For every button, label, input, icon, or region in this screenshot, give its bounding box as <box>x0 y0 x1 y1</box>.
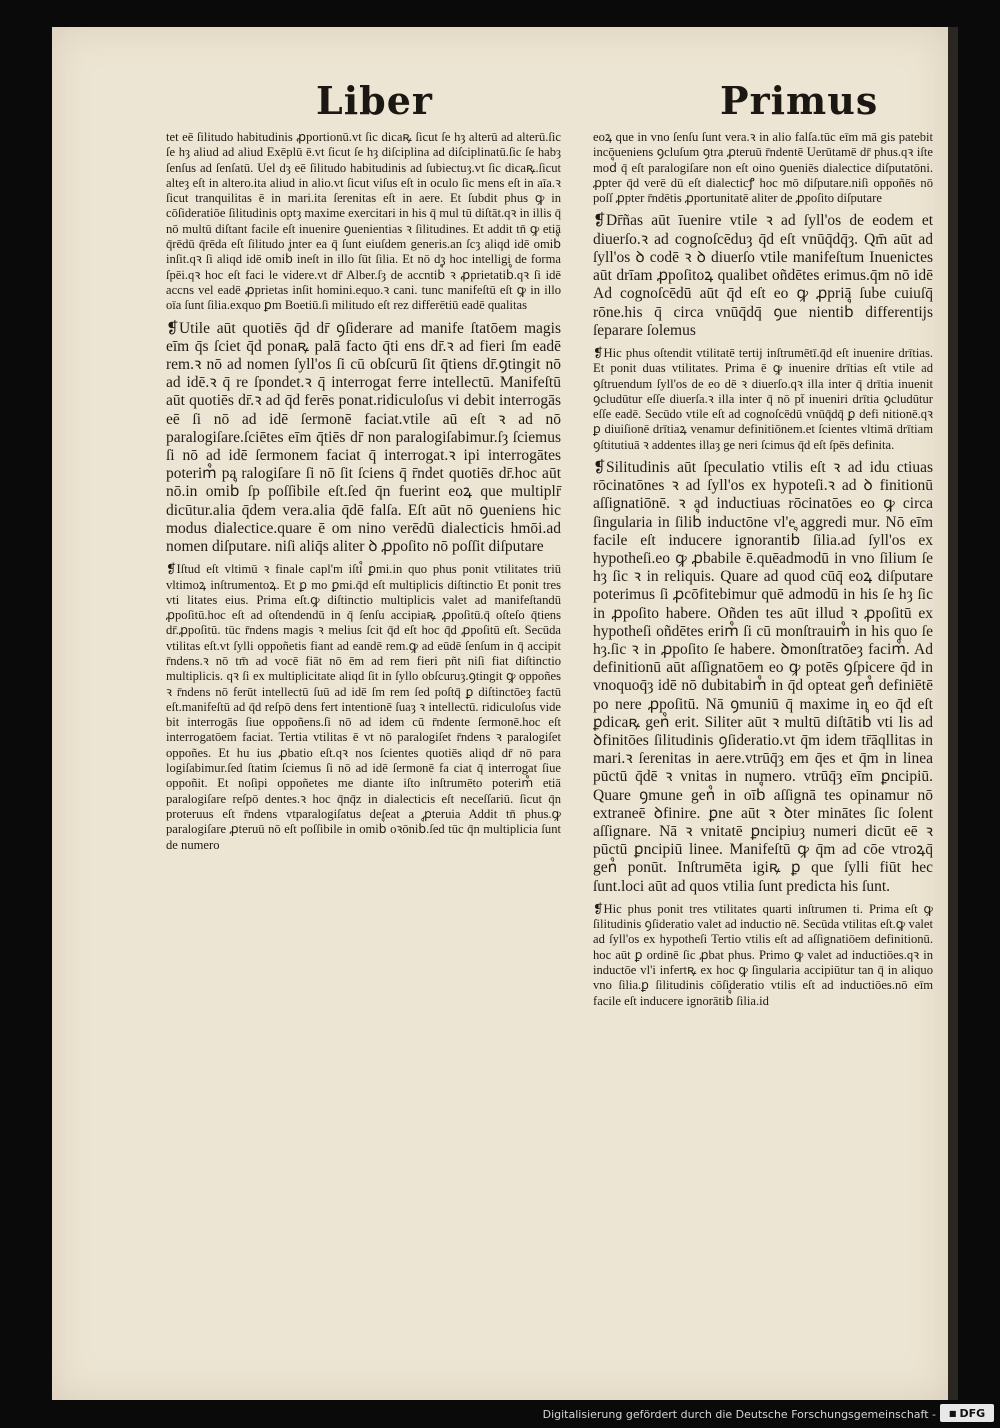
page-edge <box>948 27 958 1400</box>
lemma-paragraph: ❡Silitudinis aūt ſpeculatio vtilis eſt ꝛ ad idu ctiuas rōcinatōnes ꝛ ad ſyll'os ex hypoteſi.ꝛ ad ꝺ finitionū aſſignatiōnē. ꝛ ad inductiuas rōcinatōes eo ꝙ circa ſingularia in ſilib᷒ inductōne vl'e aggredi mur. Nō eīm facile eſt inducere ignorantib᷒ ſilia.ad ſyll'os ex hypotheſi.eo ꝙ ꝓbabile ē.quēadmodū in vno ſilium ſe hȝ ſic ꝛ in reliquis. Quare ad quod cūq̄ eoꝝ diſputare poterimus ſi ꝓcōfitebimur quē admodū in his ſe hȝ ſic in ꝓpoſito habere. Oñden tes aūt illud ꝛ ꝓpoſitū ex hypotheſi oñdētes erim᷒ ſi cū monſtrauim᷒ in his quo ſe hȝ.ſic ꝛ in ꝓpoſito ſe habere. ꝺmonſtratōeȝ facim᷒. Ad definitionū aūt aſſignatōem eo ꝙ potēs ꝯſpicere q̄d in vnoquoq̄ȝ idē nō dubitabim᷒ in q̄d opteat gen᷒ definiētē po nere ꝓpoſitū. Nā ꝯmuniū q̄ maxime in eo q̄d eſt ꝑdicaꝶ gen᷒ erit. Siliter aūt ꝛ multū diſtātib᷒ vti lis ad ꝺfinitōes ſilitudinis ꝯſideratio.vt q̄m idem tr̄āqllitas in mari.ꝛ ſerenitas in aere.vtrūq̄ȝ em q̄es et q̄m in linea pūctū q̄dē ꝛ vnitas in numero. vtrūq̄ȝ eīm ꝑncipiū. Quare ꝯmune gen᷒ in oīb᷒ aſſignā tes opinamur nō extraneē ꝺfinire. ꝑne aūt ꝛ ꝺter minātes ſic ſolent aſſignare. Nā ꝛ vnitatē ꝑncipiuȝ numeri dicūt eē ꝛ pūctū ꝑncipiū linee. Manifeſtū ꝙ q̄m ad cōe vtroꝝq̄ gen᷒ ponūt. Inſtrumēta igiꝶ ꝑ que ſylli fiūt hec ſunt.loci aūt ad quos vtilia ſunt predicta his ſunt. <box>593 458 933 895</box>
paragraph: tet eē ſilitudo habitudinis ꝓportionū.vt ſic dicaꝶ ſicut ſe hȝ alterū ad alterū.ſic ſe hȝ aliud ad aliud Exēplū ē.vt ſicut ſe hȝ diſciplina ad diſciplinatū.ſic ſe habȝ ſenſus ad ſenſatū. Uel dȝ eē ſilitudo habitudinis ad ſubiectuȝ.vt ſic dicaꝶ.ſicut alteȝ eſt in altero.ita aliud in alio.vt ſicut viſus eſt in oculo ſic mens eſt in aīa.ꝛ ſicut tranquilitas ē in mari.ita ſerenitas eſt in aere. Et ſubdit phus ꝙ in cōſideratiōe ſilitudinis optȝ maxime exercitari in his q̄ mul tū diſtāt.qꝛ in illis q̄ nō multū diſtant facile eſt inuenire ꝯuenientias ꝛ ſilitudines. Et addit tn̄ ꝙ etiā q̄rēdū q̄rēda eſt ſilitudo inter ea q̄ ſunt eiuſdem generis.an ſcȝ aliqd idē omib᷒ inſit.qꝛ ſi aliqd idē omib᷒ ineſt in illo ſūt ſilia. Et nō dȝ hoc intelligi de forma ſpēi.qꝛ hoc eſt faci le videre.vt dr̄ Alber.ſȝ de accntib᷒ ꝛ ꝓprietatib᷒.qꝛ ſi idē accns vel eadē ꝓprietas inſit homini.equo.ꝛ cani. tunc manifeſtū eſt ꝙ in illo oīa ſunt ſilia.exquo ꝑm Boetiū.ſi militudo eſt rez differētiū eadē qualitas <box>166 130 561 313</box>
digitization-credit: Digitalisierung gefördert durch die Deutsche Forschungsgemeinschaft - <box>542 1408 936 1421</box>
lemma-paragraph: ❡Utile aūt quotiēs q̄d dr̄ ꝯſiderare ad manife ſtatōem magis eīm q̄s ſciet q̄d ponaꝶ palā facto q̄ti ens dr̄.ꝛ ad fieri ſm eadē rem.ꝛ nō ad nomen ſyll'os ſi cū obſcurū ſit q̄tiens dr̄.ꝯtingit nō ad idē.ꝛ q̄ re ſpondet.ꝛ q̄ interrogat ferre intellectū. Manifeſtū aūt quotiēs dr̄.ꝛ ad q̄d ferēs ponat.ridiculoſus vi debit interrogās eē ſi nō ad idē ſermonē faciat.vtile aū eſt ꝛ ad nō paralogiſare.ſciētes eīm q̄tiēs dr̄ non paralogiſabimur.ſȝ ſciemus ſi nō ad idē ſermonem faciat q̄ interrogat.ꝛ ipi interrogātes poterim᷒ pa ralogiſare ſi nō ſit ſciens q̄ r̄ndet quotiēs dr̄.hoc aūt nō.in omib᷒ ſp poſſibile eſt.ſed q̄n fuerint eoꝝ que multiplr̄ dicūtur.alia q̄dem vera.alia q̄dē falſa. Eſt aūt nō ꝯueniens hic modus dialectice.quare ē om nino verēdū dialecticis hmōi.ad nomen diſputare. niſi aliq̄s aliter ꝺ ꝓpoſito nō poſſit diſputare <box>166 319 561 555</box>
paragraph: eoꝝ que in vno ſenſu ſunt vera.ꝛ in alio falſa.tūc eīm mā gis patebit incōueniens ꝯcluſum ꝯtra ꝓteruū r̄ndentē Uerūtamē dr̄ phus.qꝛ iſte mod᷒ q̄ eſt paralogiſare non eſt oino ꝯueniēs dialectice diſputatōni. ꝓpter q̄d verē dū eſt dialecticꝭ hoc mō diſputare.niſi oppoñēs nō poſſ ꝓpter r̄ndētis ꝓportunitatē aliter de ꝓpoſito diſputare <box>593 130 933 206</box>
paragraph: ❡Iſtud eſt vltimū ꝛ finale capl'm iſti᷒ ꝑmi.in quo phus ponit vtilitates triū vltimoꝝ inſtrumentoꝝ. Et ꝑ mo ꝑmi.q̄d eſt multiplicis diſtinctio Et ponit tres vti litates eius. Prima eſt.ꝙ diſtinctio multiplicis valet ad manifeſtandū ꝓpoſitū.hoc eſt ad oſtendendū in q̄ ſenſu accipiaꝶ ꝓpoſitū.q̄ oſteſo q̄tiens dr̄.ꝓpoſitū. tūc r̄ndens magis ꝛ melius ſcit q̄d eſt hoc q̄d ꝓpoſitū eſt. Secūda vtilitas eſt.vt ſylli oppoñetis fiant ad eandē rem.ꝙ ad eūdē ſenſum in q̄ accipit r̄ndens.ꝛ nō tm̄ ad vocē fiāt nō ēm ad rem fieri pñt niſi fiat diſtinctio multiplicis. qꝛ ſi ex multiplicitate aliqd ſit in ſyllo obſcuruȝ.ꝯtingit ꝙ oppoñes ꝛ r̄ndens nō ferūt intellectū ſuū ad idē ſm rem ſed poſtq̄ ꝑ diſtinctōeȝ factū eſt.manifeſtū ad q̄d reſpō dens fert intentionē ſuaȝ ꝛ intellectū. ridiculoſus vide bit interrogās ſiue oppoñens.ſi nō ad idem cū r̄ndente ſermonē.hoc eſt interrogatōem faciat. Tertia vtilitas ē vt nō paralogiſet r̄ndens ꝛ paralogiſet oppoñes. Et hu ius ꝓbatio eſt.qꝛ nos ſcientes quotiēs aliqd dr̄ nō para logiſabimur.ſed ſtatim ſciemus ſi nō ad idē ſermonē fa ciat q̄ interrogat ſiue oppoñit. Et noſipi oppoñetes me diante iſto inſtrumēto poterim᷒ etiā paralogiſare reſpō dentes.ꝛ hoc q̄nq̄z in dialecticis eſt neceſſariū. ſicut q̄n proteruus eſt r̄ndens vtparalogiſatus deſeat a ꝓteruia Addit tn̄ phus.ꝙ paralogiſare ꝓteruū nō eſt poſſibile in omib᷒ oꝛōnib᷒.ſed tūc q̄n multiplicia ſunt de numero <box>166 562 561 852</box>
running-head-right: Primus <box>720 78 879 123</box>
lemma-paragraph: ❡Dr̄ñas aūt īuenire vtile ꝛ ad ſyll'os de eodem et diuerſo.ꝛ ad cognoſcēduȝ q̄d eſt vnūq̄dq̄ȝ. Qm̄ aūt ad ſyll'os ꝺ codē ꝛ ꝺ diuerſo vtile manifeſtum Inuenictes aūt drīam ꝓpoſitoꝝ qualibet oñdētes erimus.q̄m nō idē Ad cognoſcēdū aūt q̄d eſt eo ꝙ ꝓpriā ſube cuiuſq̄ rōne.his q̄ circa vnūq̄dq̄ ꝯue nientib᷒ differentijs ſeparare ſolemus <box>593 212 933 339</box>
right-text-column <box>593 130 933 1015</box>
dfg-dots-icon: ■ <box>948 1408 957 1418</box>
paragraph: ❡Hic phus oſtendit vtilitatē tertij inſtrumētī.q̄d eſt inuenire drītias. Et ponit duas vtilitates. Prima ē ꝙ inuenire drītias eſt vtile ad ꝯſtruendum ſyll'os de eo dē ꝛ diuerſo.qꝛ illa inter q̄ drītia inuenit ꝯcludūtur eſſe diuerſa.ꝛ illa inter q̄ nō pt̄ inueniri drītia ꝯcludūtur eſſe eadē. Secūdo vtile eſt ad cognoſcēdū vnūq̄dq̄ ꝑ defi nitionē.qꝛ ꝑ diuiſionē drītiaꝝ venamur definitiōnem.et ſcientes vltimā drītiam ꝯſtitutiuā ꝛ addentes illaȝ ge neri ſcimus q̄d eſt ſpēs definita. <box>593 345 933 452</box>
running-head-left: Liber <box>316 78 433 123</box>
dfg-logo-text: DFG <box>959 1406 986 1420</box>
dfg-logo <box>940 1404 994 1422</box>
footer-bar <box>0 1400 1000 1428</box>
paragraph: ❡Hic phus ponit tres vtilitates quarti inſtrumen ti. Prima eſt ꝙ ſilitudinis ꝯſideratio valet ad inductio nē. Secūda vtilitas eſt.ꝙ valet ad ſyll'os ex hypotheſi Tertio vtilis eſt ad aſſignatiōem definitionū. hoc aūt ꝑ ordinē ſic ꝓbat phus. Primo ꝙ valet ad inductiōes.qꝛ in inductōe vl'i infertꝶ ex hoc ꝙ ſingularia accipiūtur tan q̄ in aliquo vno ſilia.ꝑ ſilitudinis cōſideratio vtilis eſt ad inductiōes.nō eīm facile eſt inducere ignorātib᷒ ſilia.id <box>593 901 933 1008</box>
left-text-column <box>166 130 561 859</box>
